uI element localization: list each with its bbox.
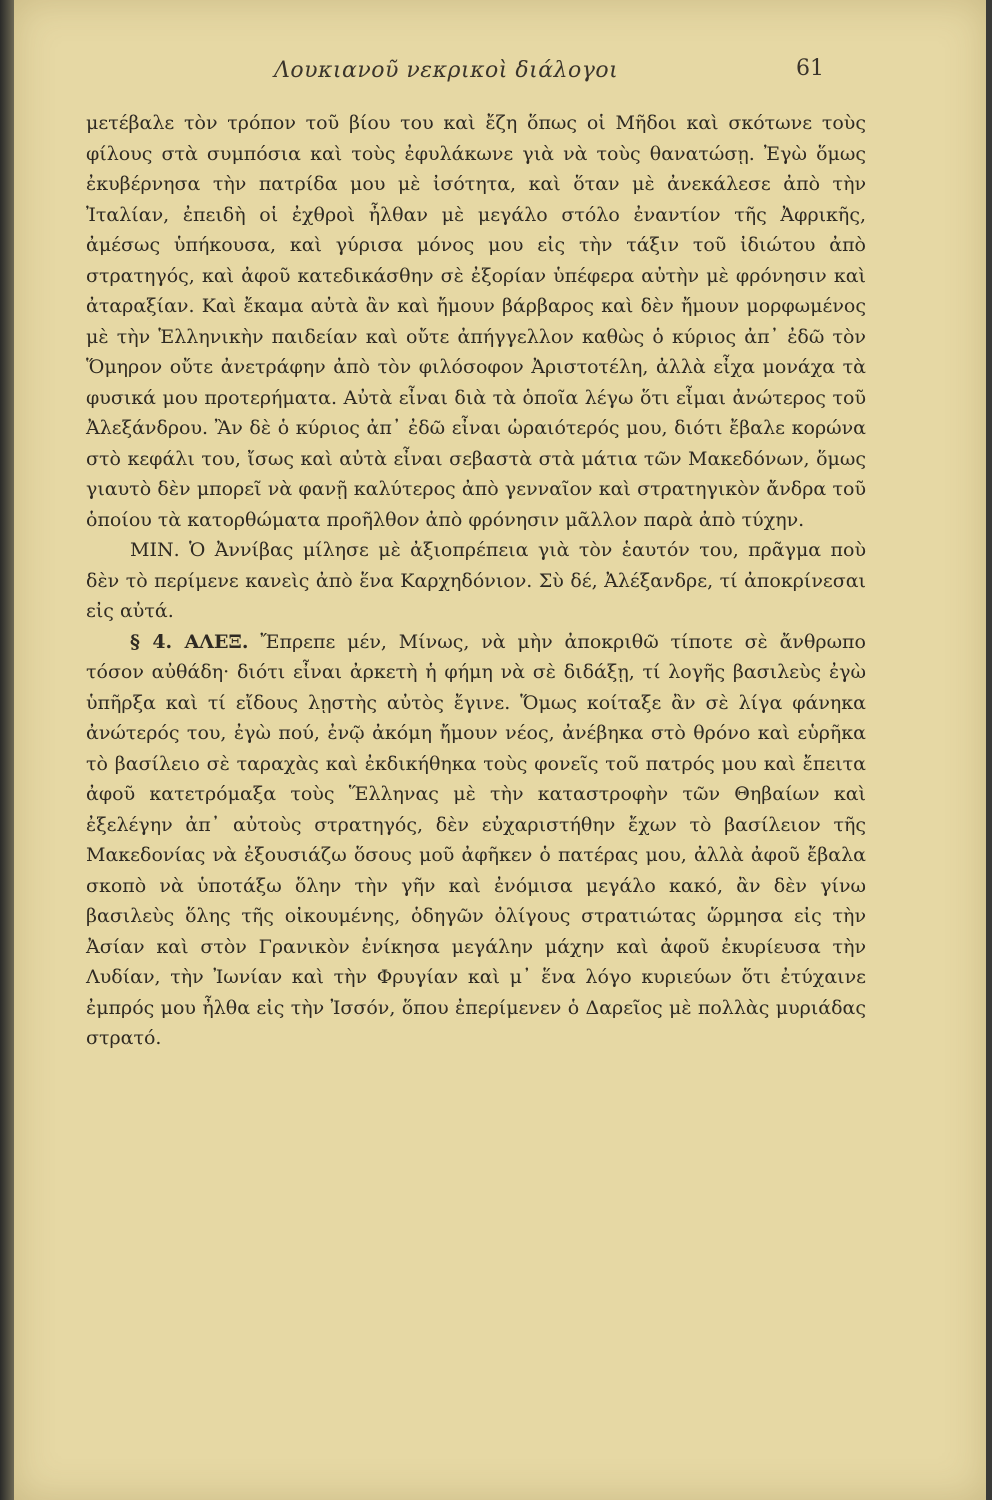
running-title: Λουκιανοῦ νεκρικοὶ διάλογοι (274, 58, 619, 83)
page-header (14, 50, 986, 90)
book-spine (0, 0, 14, 1500)
paragraph-continued: μετέβαλε τὸν τρόπον τοῦ βίου του καὶ ἔζη ὅπως οἱ Μῆδοι καὶ σκότωνε τοὺς φίλους στὰ συμπόσια καὶ τοὺς ἐφυλάκωνε γιὰ νὰ τοὺς θανατώσῃ. Ἐγὼ ὅμως ἐκυβέρνησα τὴν πατρίδα μου μὲ ἰσότητα, καὶ ὅταν μὲ ἀνεκάλεσε ἀπὸ τὴν Ἰταλίαν, ἐπειδὴ οἱ ἐχθροὶ ἦλθαν μὲ μεγάλο στόλο ἐναντίον τῆς Ἀφρικῆς, ἀμέσως ὑπήκουσα, καὶ γύρισα μόνος μου εἰς τὴν τάξιν τοῦ ἰδιώτου ἀπὸ στρατηγός, καὶ ἀφοῦ κατεδικάσθην σὲ ἐξορίαν ὑπέφερα αὐτὴν μὲ φρόνησιν καὶ ἀταραξίαν. Καὶ ἔκαμα αὐτὰ ἂν καὶ ἤμουν βάρβαρος καὶ δὲν ἤμουν μορφωμένος μὲ τὴν Ἑλληνικὴν παιδείαν καὶ οὔτε ἀπήγγελλον καθὼς ὁ κύριος ἀπ᾽ ἐδῶ τὸν Ὅμηρον οὔτε ἀνετράφην ἀπὸ τὸν φιλόσοφον Ἀριστοτέλη, ἀλλὰ εἶχα μονάχα τὰ φυσικά μου προτερήματα. Αὐτὰ εἶναι διὰ τὰ ὁποῖα λέγω ὅτι εἶμαι ἀνώτερος τοῦ Ἀλεξάνδρου. Ἂν δὲ ὁ κύριος ἀπ᾽ ἐδῶ εἶναι ὡραιότερός μου, διότι ἔβαλε κορώνα στὸ κεφάλι του, ἴσως καὶ αὐτὰ εἶναι σεβαστὰ στὰ μάτια τῶν Μακεδόνων, ὅμως γιαυτὸ δὲν μπορεῖ νὰ φανῇ καλύτερος ἀπὸ γενναῖον καὶ στρατηγικὸν ἄνδρα τοῦ ὁποίου τὰ κατορθώματα προῆλθον ἀπὸ φρόνησιν μᾶλλον παρὰ ἀπὸ τύχην. (86, 112, 866, 531)
paragraph-minos: ΜΙΝ. Ὁ Ἀννίβας μίλησε μὲ ἀξιοπρέπεια γιὰ τὸν ἑαυτόν του, πρᾶγμα ποὺ δὲν τὸ περίμενε κανεὶς ἀπὸ ἕνα Καρχηδόνιον. Σὺ δέ, Ἀλέξανδρε, τί ἀποκρίνεσαι εἰς αὐτά. (86, 539, 866, 622)
section-text: Ἔπρεπε μέν, Μίνως, νὰ μὴν ἀποκριθῶ τίποτε σὲ ἄνθρωπο τόσον αὐθάδη· διότι εἶναι ἀρκετὴ ἡ φήμη νὰ σὲ διδάξῃ, τί λογῆς βασιλεὺς ἐγὼ ὑπῆρξα καὶ τί εἴδους λῃστὴς αὐτὸς ἔγινε. Ὅμως κοίταξε ἂν σὲ λίγα φάνηκα ἀνώτερός του, ἐγὼ πού, ἐνῷ ἀκόμη ἤμουν νέος, ἀνέβηκα στὸ θρόνο καὶ εὑρῆκα τὸ βασίλειο σὲ ταραχὰς καὶ ἐκδικήθηκα τοὺς φονεῖς τοῦ πατρός μου καὶ ἔπειτα ἀφοῦ κατετρόμαξα τοὺς Ἕλληνας μὲ τὴν καταστροφὴν τῶν Θηβαίων καὶ ἐξελέγην ἀπ᾽ αὐτοὺς στρατηγός, δὲν εὐχαριστήθην ἔχων τὸ βασίλειον τῆς Μακεδονίας νὰ ἐξουσιάζω ὅσους μοῦ ἀφῆκεν ὁ πατέρας μου, ἀλλὰ ἀφοῦ ἔβαλα σκοπὸ νὰ ὑποτάξω ὅλην τὴν γῆν καὶ ἐνόμισα μεγάλο κακό, ἂν δὲν γίνω βασιλεὺς ὅλης τῆς οἰκουμένης, ὁδηγῶν ὀλίγους στρατιώτας ὥρμησα εἰς τὴν Ἀσίαν καὶ στὸν Γρανικὸν ἐνίκησα μεγάλην μάχην καὶ ἀφοῦ ἐκυρίευσα τὴν Λυδίαν, τὴν Ἰωνίαν καὶ τὴν Φρυγίαν καὶ μ᾽ ἕνα λόγο κυριεύων ὅτι ἐτύχαινε ἐμπρός μου ἦλθα εἰς τὴν Ἰσσόν, ὅπου ἐπερίμενεν ὁ Δαρεῖος μὲ πολλὰς μυριάδας στρατό. (86, 630, 866, 1049)
page-number: 61 (796, 56, 824, 81)
section-mark: § 4. ΑΛΕΞ. (130, 630, 249, 653)
book-page (14, 0, 986, 1500)
paragraph-section-4 (86, 627, 866, 1054)
body-text (86, 108, 866, 1054)
